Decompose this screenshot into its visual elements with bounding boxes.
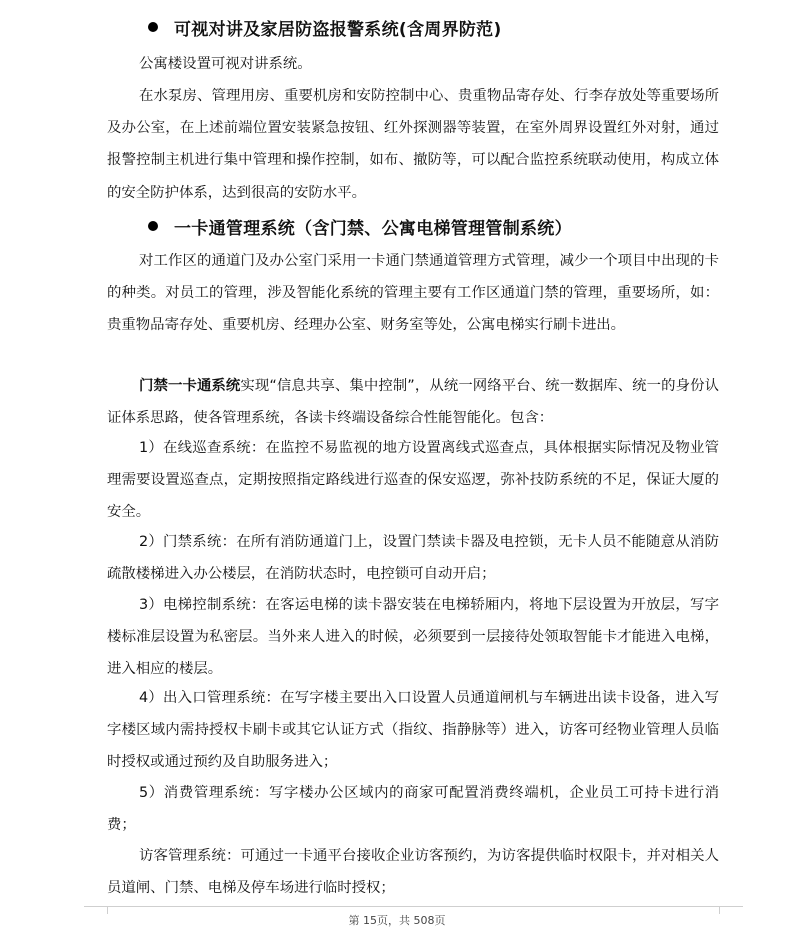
section-heading-intercom bbox=[148, 14, 502, 40]
paragraph bbox=[107, 370, 719, 434]
page-number: 第 15页，共 508页 bbox=[348, 914, 446, 927]
paragraph: 对工作区的通道门及办公室门采用一卡通门禁通道管理方式管理，减少一个项目中出现的卡的种类。对员工的管理，涉及智能化系统的管理主要有工作区通道门禁的管理，重要场所，如：贵重物品寄存处、重要机房、经理办公室、财务室等处，公寓电梯实行刷卡进出。 bbox=[107, 253, 719, 334]
list-item: 5）消费管理系统：写字楼办公区域内的商家可配置消费终端机，企业员工可持卡进行消费； bbox=[107, 785, 719, 834]
paragraph: 在水泵房、管理用房、重要机房和安防控制中心、贵重物品寄存处、行李存放处等重要场所及办公室，在上述前端位置安装紧急按钮、红外探测器等装置，在室外周界设置红外对射，通过报警控制主机进行集中管理和操作控制，如布、撤防等，可以配合监控系统联动使用，构成立体的安全防护体系，达到很高的安防水平。 bbox=[107, 88, 719, 201]
section-heading-text: 可视对讲及家居防盗报警系统(含周界防范) bbox=[174, 19, 502, 40]
footer-rule-right bbox=[719, 906, 743, 907]
list-item: 2）门禁系统：在所有消防通道门上，设置门禁读卡器及电控锁，无卡人员不能随意从消防疏散楼梯进入办公楼层，在消防状态时，电控锁可自动开启； bbox=[107, 534, 719, 583]
bullet-icon bbox=[148, 221, 158, 231]
section-heading-card-system bbox=[148, 213, 572, 239]
footer-rule-left bbox=[84, 906, 108, 907]
list-item: 4）出入口管理系统：在写字楼主要出入口设置人员通道闸机与车辆进出读卡设备，进入写字楼区域内需持授权卡刷卡或其它认证方式（指纹、指静脉等）进入，访客可经物业管理人员临时授权或通过预约及自助服务进入； bbox=[107, 690, 719, 771]
paragraph-text: 实现“信息共享、集中控制”，从统一网络平台、统一数据库、统一的身份认证体系思路，使各管理系统，各读卡终端设备综合性能智能化。包含： bbox=[107, 378, 719, 427]
paragraph: 访客管理系统：可通过一卡通平台接收企业访客预约，为访客提供临时权限卡，并对相关人员道闸、门禁、电梯及停车场进行临时授权； bbox=[107, 848, 719, 897]
list-item: 1）在线巡查系统：在监控不易监视的地方设置离线式巡查点，具体根据实际情况及物业管理需要设置巡查点，定期按照指定路线进行巡查的保安巡逻，弥补技防系统的不足，保证大厦的安全。 bbox=[107, 440, 719, 521]
bullet-icon bbox=[148, 22, 158, 32]
bold-term: 门禁一卡通系统 bbox=[139, 378, 241, 394]
list-item: 3）电梯控制系统：在客运电梯的读卡器安装在电梯轿厢内，将地下层设置为开放层，写字楼标准层设置为私密层。当外来人进入的时候，必须要到一层接待处领取智能卡才能进入电梯，进入相应的楼层。 bbox=[107, 597, 719, 678]
footer-rule bbox=[107, 906, 719, 907]
section-heading-text: 一卡通管理系统（含门禁、公寓电梯管理管制系统） bbox=[174, 218, 572, 239]
paragraph: 公寓楼设置可视对讲系统。 bbox=[139, 56, 312, 72]
